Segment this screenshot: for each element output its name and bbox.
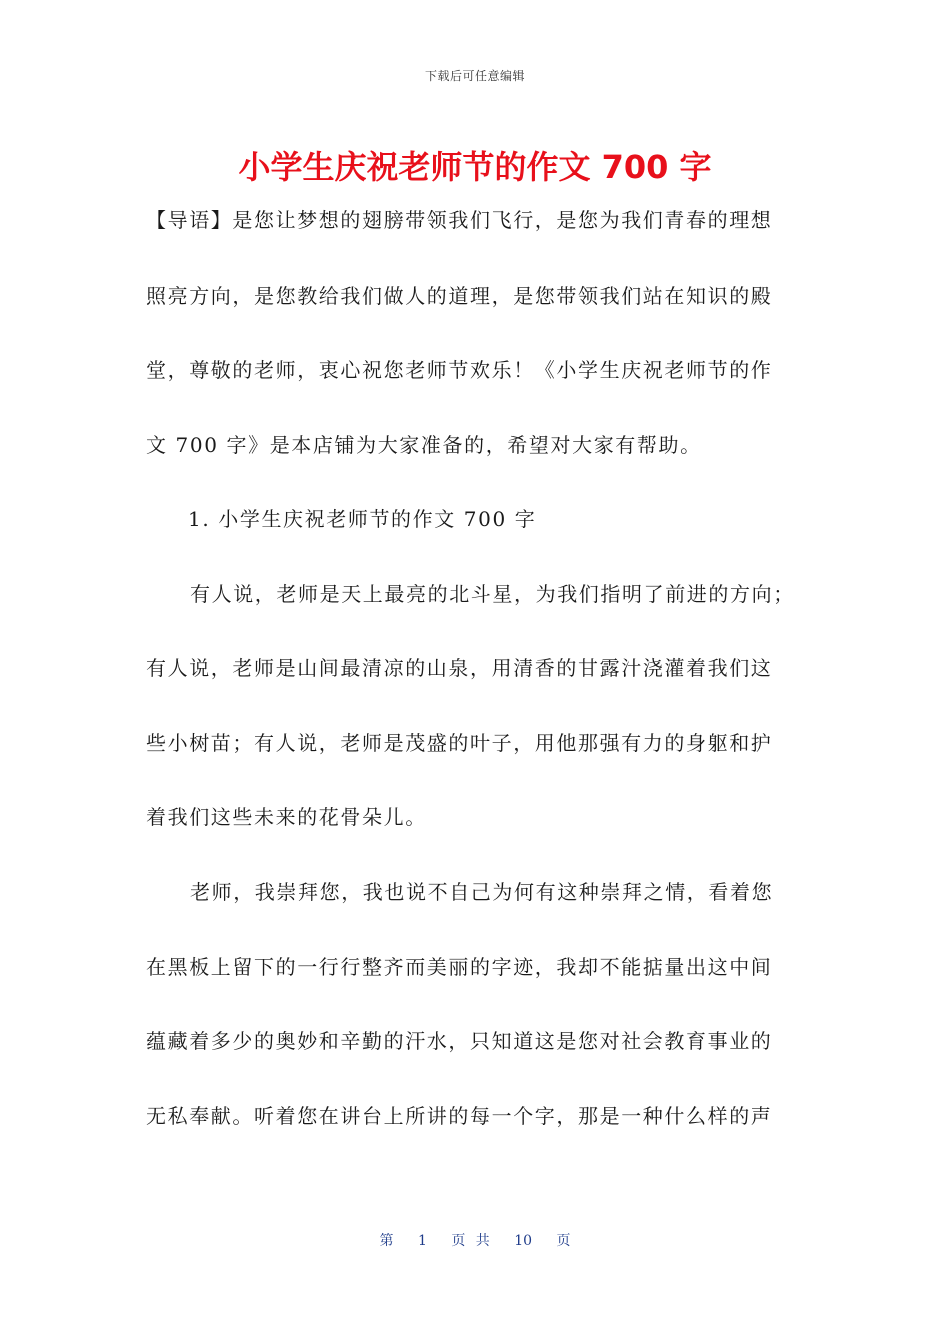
paragraph-line: 蕴藏着多少的奥妙和辛勤的汗水，只知道这是您对社会教育事业的	[146, 1029, 773, 1053]
footer-page-total: 10	[514, 1233, 533, 1249]
paragraph-line: 老师，我崇拜您，我也说不自己为何有这种崇拜之情，看着您	[190, 880, 774, 904]
footer-suffix: 页	[556, 1233, 571, 1249]
paragraph-line: 有人说，老师是天上最亮的北斗星，为我们指明了前进的方向；	[190, 582, 795, 606]
paragraph-line: 无私奉献。听着您在讲台上所讲的每一个字，那是一种什么样的声	[146, 1104, 773, 1128]
paragraph-line: 着我们这些未来的花骨朵儿。	[146, 805, 427, 829]
paragraph-line: 照亮方向，是您教给我们做人的道理，是您带领我们站在知识的殿	[146, 284, 773, 308]
footer-middle: 页 共	[451, 1233, 490, 1249]
paragraph-line: 文 700 字》是本店铺为大家准备的，希望对大家有帮助。	[146, 433, 702, 457]
section-heading: 1. 小学生庆祝老师节的作文 700 字	[188, 507, 537, 531]
paragraph-line: 些小树苗；有人说，老师是茂盛的叶子，用他那强有力的身躯和护	[146, 731, 773, 755]
document-title: 小学生庆祝老师节的作文 700 字	[238, 148, 712, 186]
paragraph-line: 在黑板上留下的一行行整齐而美丽的字迹，我却不能掂量出这中间	[146, 955, 773, 979]
footer-prefix: 第	[379, 1233, 394, 1249]
footer-page-number: 1	[417, 1233, 427, 1249]
page-footer	[0, 1230, 950, 1250]
paragraph-line: 堂，尊敬的老师，衷心祝您老师节欢乐！《小学生庆祝老师节的作	[146, 358, 773, 382]
paragraph-line: 【导语】是您让梦想的翅膀带领我们飞行，是您为我们青春的理想	[146, 208, 773, 232]
paragraph-line: 有人说，老师是山间最清凉的山泉，用清香的甘露汁浇灌着我们这	[146, 656, 773, 680]
header-note: 下载后可任意编辑	[424, 69, 525, 83]
